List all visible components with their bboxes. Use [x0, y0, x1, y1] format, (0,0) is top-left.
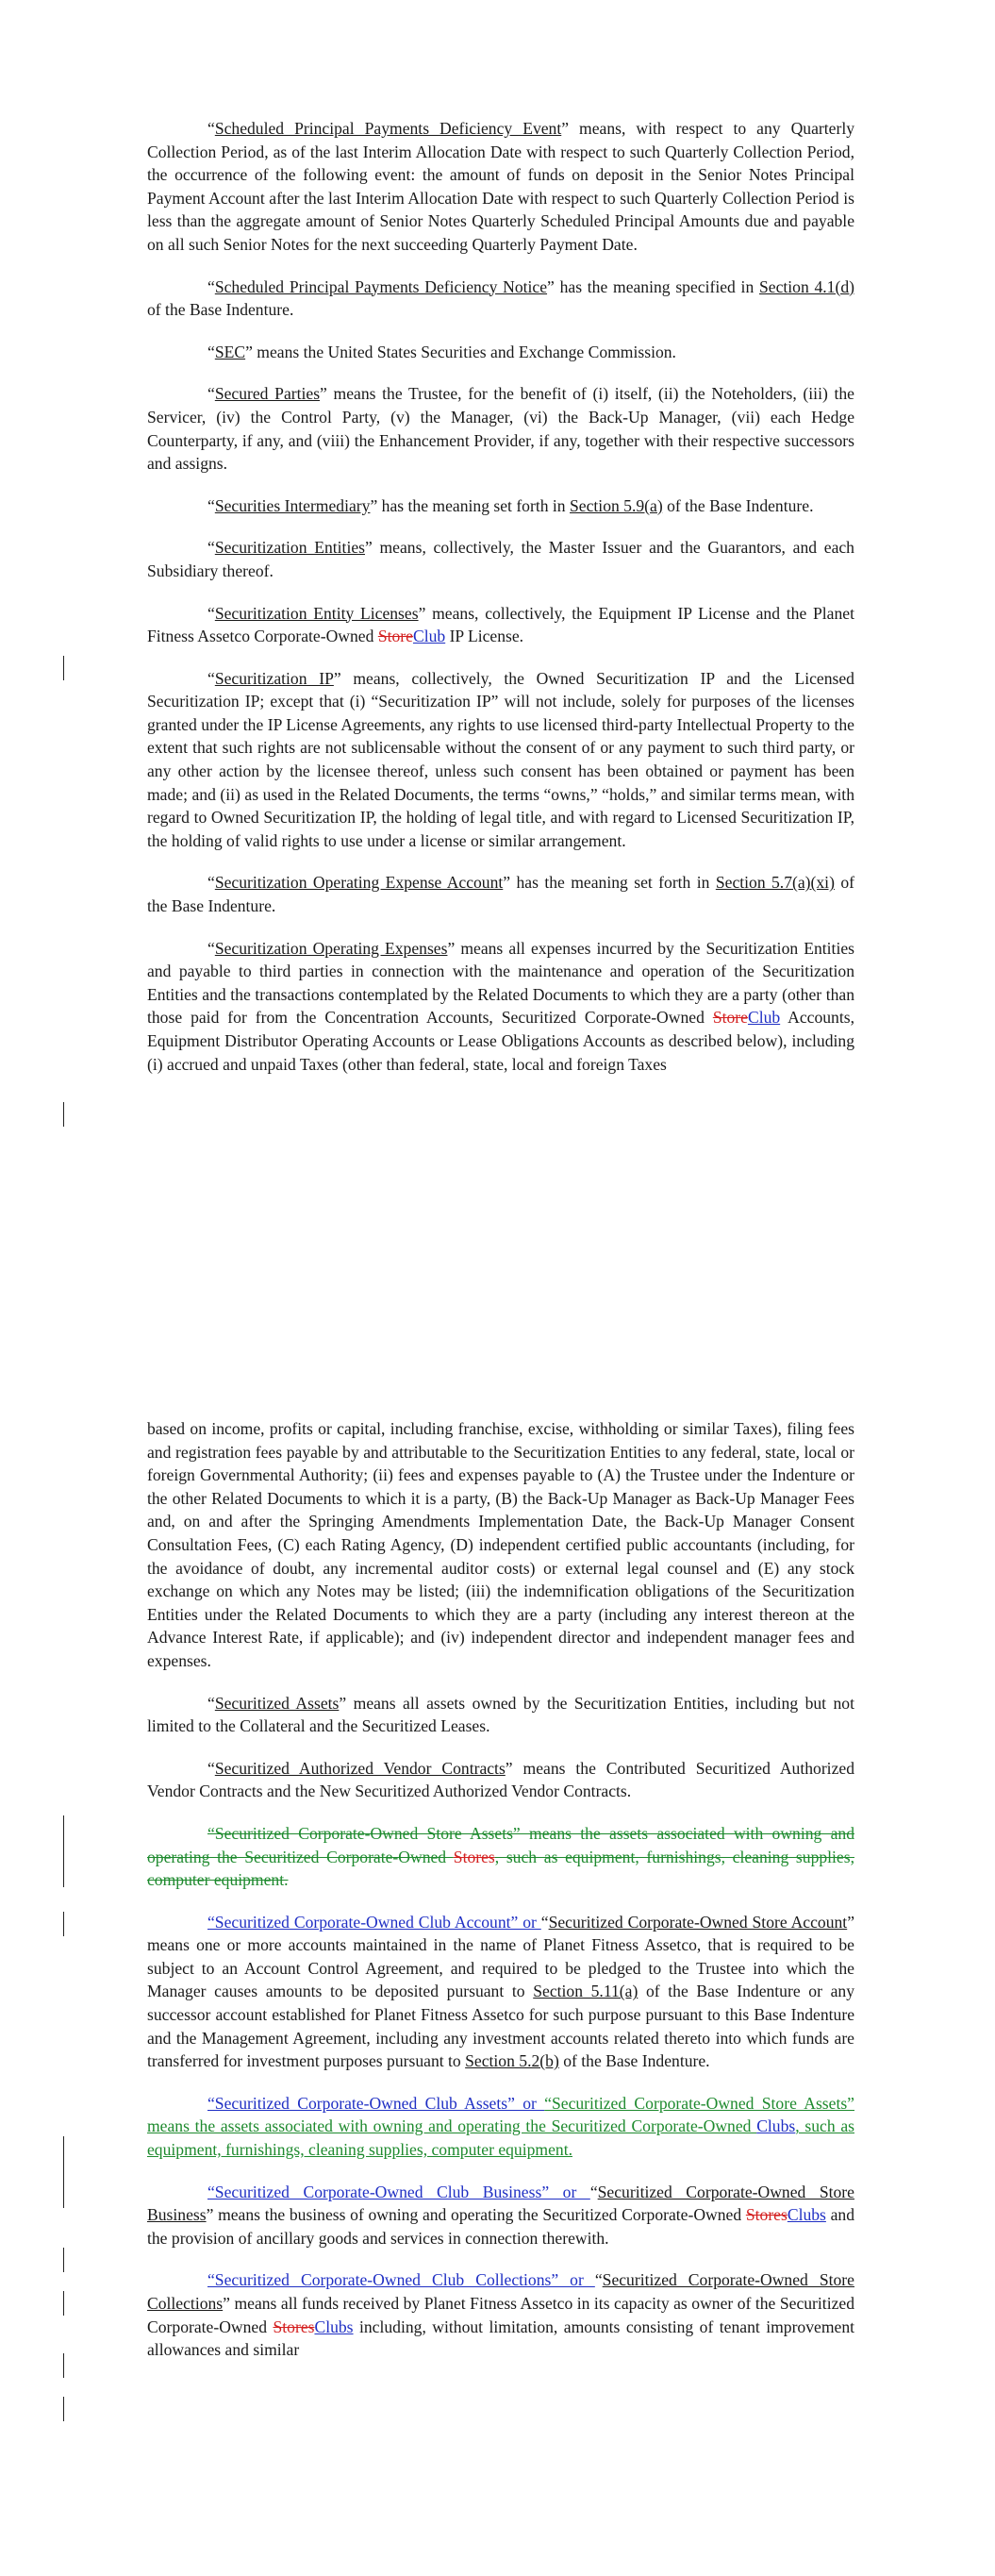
definition-securities-intermediary: “Securities Intermediary” has the meaning set forth in Section 5.9(a) of the Base Indenture. — [207, 495, 814, 515]
page-2-body — [147, 1417, 854, 2381]
moved-deleted-text: , such as equipment, furnishings, cleaning supplies, computer equipment. — [147, 1847, 854, 1890]
deleted-definition-store-assets — [147, 1822, 854, 1892]
defined-term: Securitization Operating Expense Account — [214, 873, 504, 893]
deleted-text: Stores — [745, 2205, 788, 2225]
change-bar — [63, 2248, 64, 2272]
definition-securitized-corporate-owned-club-account: “Securitized Corporate-Owned Club Account” or “Securitized Corporate-Owned Store Account” means one or more accounts maintained in the name of Planet Fitness Assetco, that is required to be subject to an Account Control Agreement, and required to be pledged to the Trustee into which the Manager causes amounts to be deposited pursuant to Section 5.11(a) of the Base Indenture or any successor account established for Planet Fitness Assetco for such purpose pursuant to this Base Indenture and the Management Agreement, including any investment accounts related thereto into which funds are transferred for investment purposes pursuant to Section 5.2(b) of the Base Indenture. — [147, 1912, 855, 2071]
definition-securitized-authorized-vendor-contracts: “Securitized Authorized Vendor Contracts” means the Contributed Securitized Authorized Vendor Contracts and the New Securitized Authorized Vendor Contracts. — [147, 1758, 854, 1801]
definition-securitization-entity-licenses: “Securitization Entity Licenses” means, collectively, the Equipment IP License and the Planet Fitness Assetco Corporate-Owned StoreClub IP License. — [147, 603, 854, 646]
deleted-text: Store — [712, 1008, 748, 1028]
defined-term: Securitization Operating Expenses — [214, 938, 448, 958]
definition-securitized-corporate-owned-club-assets — [147, 2092, 854, 2162]
inserted-text: “Securitized Corporate-Owned Club Account” or — [207, 1912, 541, 1932]
page-2 — [0, 1368, 995, 2576]
defined-term: Securities Intermediary — [214, 495, 371, 515]
section-reference: Section 5.2(b) — [465, 2051, 559, 2071]
section-reference: Section 5.9(a) — [570, 495, 663, 515]
change-bar — [63, 1912, 64, 1936]
change-bar — [63, 2136, 64, 2208]
defined-term: SEC — [214, 342, 246, 361]
moved-text: , such as equipment, furnishings, cleaning supplies, computer equipment. — [147, 2116, 854, 2160]
change-bar — [63, 656, 64, 680]
section-reference: Section 5.11(a) — [533, 1982, 638, 2001]
defined-term: Scheduled Principal Payments Deficiency Notice — [214, 276, 548, 296]
defined-term: Securitized Corporate-Owned Store Account — [548, 1912, 848, 1932]
deleted-text: Stores — [453, 1847, 495, 1866]
inserted-text: “Securitized Corporate-Owned Club Collections” or — [207, 2270, 595, 2290]
inserted-text: “Securitized Corporate-Owned Club Business” or — [207, 2182, 590, 2201]
defined-term: Securitized Corporate-Owned Store Business — [147, 2182, 854, 2225]
change-bar — [63, 2353, 64, 2378]
defined-term: Securitization IP — [214, 668, 334, 688]
page-1-body — [147, 117, 854, 1095]
definition-sec: “SEC” means the United States Securities and Exchange Commission. — [207, 342, 676, 361]
deleted-text: Stores — [273, 2317, 315, 2336]
change-bar — [63, 1102, 64, 1127]
definition-scheduled-principal-payments-deficiency-notice: “Scheduled Principal Payments Deficiency Notice” has the meaning specified in Section 4.1(d) of the Base Indenture. — [147, 276, 854, 320]
defined-term: Securitized Corporate-Owned Store Collections — [147, 2270, 854, 2313]
inserted-text: Club — [747, 1008, 781, 1028]
inserted-text: “Securitized Corporate-Owned Club Assets” or — [207, 2093, 545, 2113]
definition-securitized-corporate-owned-club-business: “Securitized Corporate-Owned Club Business” or “Securitized Corporate-Owned Store Business” means the business of owning and operating the Securitized Corporate-Owned StoresClubs and the provision of ancillary goods and services in connection therewith. — [147, 2182, 854, 2248]
section-reference: Section 5.7(a)(xi) — [715, 873, 835, 893]
inserted-text: Club — [412, 627, 446, 646]
definition-securitization-operating-expense-account: “Securitization Operating Expense Account” has the meaning set forth in Section 5.7(a)(xi) of the Base Indenture. — [147, 873, 854, 916]
definition-securitized-corporate-owned-club-collections: “Securitized Corporate-Owned Club Collections” or “Securitized Corporate-Owned Store Collections” means all funds received by Planet Fitness Assetco in its capacity as owner of the Securitized Corporate-Owned StoresClubs including, without limitation, amounts consisting of tenant improvement allowances and similar — [147, 2270, 855, 2360]
definition-securitization-entities: “Securitization Entities” means, collectively, the Master Issuer and the Guarantors, and each Subsidiary thereof. — [147, 538, 854, 580]
definition-secured-parties: “Secured Parties” means the Trustee, for the benefit of (i) itself, (ii) the Noteholders, (iii) the Servicer, (iv) the Control Party, (v) the Manager, (vi) the Back-Up Manager, (vii) each Hedge Counterparty, if any, and (viii) the Enhancement Provider, if any, together with their respective successors and assigns. — [147, 384, 854, 474]
defined-term: Scheduled Principal Payments Deficiency Event — [214, 119, 562, 138]
inserted-text: Clubs — [756, 2116, 796, 2136]
deleted-text: Store — [377, 627, 413, 646]
definition-scheduled-principal-payments-deficiency-event: “Scheduled Principal Payments Deficiency Event” means, with respect to any Quarterly Collection Period, as of the last Interim Allocation Date with respect to such Quarterly Collection Period, the occurrence of the following event: the amount of funds on deposit in the Senior Notes Principal Payment Account after the last Interim Allocation Date with respect to such Quarterly Collection Period is less than the aggregate amount of Senior Notes Quarterly Scheduled Principal Amounts due and payable on all such Senior Notes for the next succeeding Quarterly Payment Date. — [147, 119, 854, 254]
section-reference: Section 4.1(d) — [758, 276, 854, 296]
defined-term: Securitized Authorized Vendor Contracts — [214, 1758, 506, 1778]
inserted-text: Clubs — [787, 2205, 826, 2225]
moved-text: “Securitized Corporate-Owned Store Assets” means the assets associated with owning and operating the Securitized Corporate-Owned — [147, 2093, 854, 2136]
inserted-text: Clubs — [314, 2317, 354, 2336]
moved-deleted-text: “Securitized Corporate-Owned Store Assets” means the assets associated with owning and operating the Securitized Corporate-Owned — [147, 1823, 854, 1866]
change-bar — [63, 1815, 64, 1887]
defined-term: Secured Parties — [214, 384, 321, 404]
definition-securitization-ip: “Securitization IP” means, collectively, the Owned Securitization IP and the Licensed Securitization IP; except that (i) “Securitization IP” will not include, solely for purposes of the licenses granted under the IP License Agreements, any rights to use licensed third-party Intellectual Property to the extent that such rights are not sublicensable without the consent of or any payment to such third party, or any other action by the licensee thereof, unless such consent has been obtained or payment has been made; and (ii) as used in the Related Documents, the terms “owns,” “holds,” and similar terms mean, with regard to Owned Securitization IP, the holding of legal title, and with regard to Licensed Securitization IP, the holding of valid rights to use under a license or similar arrangement. — [147, 668, 854, 850]
defined-term: Securitization Entities — [214, 538, 365, 558]
definition-securitized-assets: “Securitized Assets” means all assets owned by the Securitization Entities, including but not limited to the Collateral and the Securitized Leases. — [147, 1693, 854, 1736]
defined-term: Securitized Assets — [214, 1693, 340, 1713]
defined-term: Securitization Entity Licenses — [214, 603, 419, 623]
definition-securitization-operating-expenses: “Securitization Operating Expenses” means all expenses incurred by the Securitization Entities and payable to third parties in connection with the maintenance and operation of the Securitization Entities and the transactions contemplated by the Related Documents to which they are a party (other than those paid for from the Concentration Accounts, Securitized Corporate-Owned StoreClub Accounts, Equipment Distributor Operating Accounts or Lease Obligations Accounts as described below), including (i) accrued and unpaid Taxes (other than federal, state, local and foreign Taxes — [147, 938, 854, 1074]
change-bar — [63, 2397, 64, 2421]
continued-paragraph: based on income, profits or capital, including franchise, excise, withholding or similar Taxes), filing fees and registration fees payable by and attributable to the Securitization Entities to any federal, state, local or foreign Governmental Authority; (ii) fees and expenses payable to (A) the Trustee under the Indenture or the other Related Documents to which it is a party, (B) the Back-Up Manager as Back-Up Manager Fees and, on and after the Springing Amendments Implementation Date, the Back-Up Manager Consent Consultation Fees, (C) each Rating Agency, (D) independent certified public accountants (including, for the avoidance of doubt, any incremental auditor costs) or external legal counsel and (E) any stock exchange on which any Notes may be listed; (iii) the indemnification obligations of the Securitization Entities under the Related Documents to which they are a party (including any interest thereon at the Advance Interest Rate, if applicable); and (iv) independent director and independent manager fees and expenses. — [147, 1419, 854, 1670]
change-bar — [63, 2291, 64, 2316]
